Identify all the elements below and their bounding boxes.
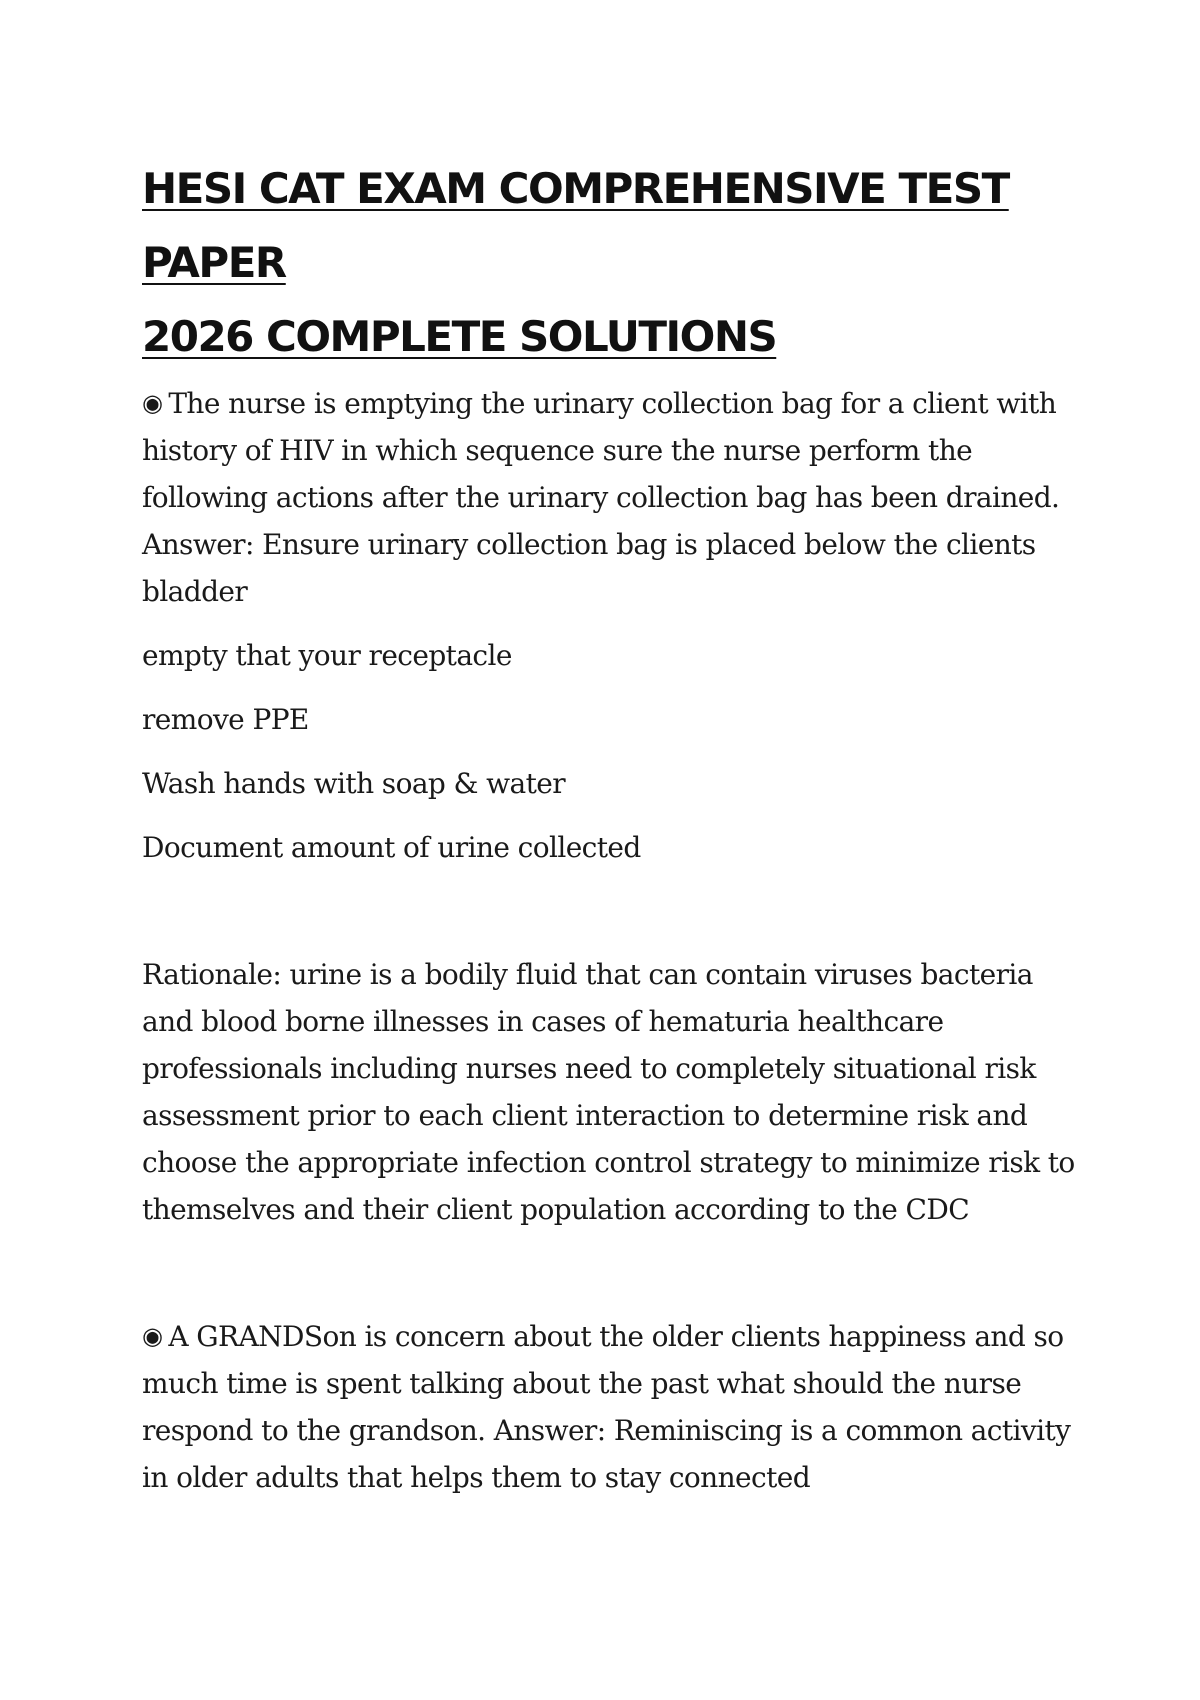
rationale-line: and blood borne illnesses in cases of hematuria healthcare <box>142 1005 944 1038</box>
question-1-line: following actions after the urinary collection bag has been drained. <box>142 481 1060 514</box>
rationale-line: professionals including nurses need to completely situational risk <box>142 1052 1036 1085</box>
question-2-answer-line: respond to the grandson. Answer: Reminiscing is a common activity <box>142 1414 1071 1447</box>
answer-step: remove PPE <box>142 703 309 736</box>
rationale-line: themselves and their client population according to the CDC <box>142 1193 970 1226</box>
answer-step: empty that your receptacle <box>142 639 512 672</box>
bullet-icon: ◉ <box>142 389 163 417</box>
question-1 <box>142 380 1082 615</box>
answer-step: Wash hands with soap & water <box>142 767 566 800</box>
bullet-icon: ◉ <box>142 1322 163 1350</box>
question-2 <box>142 1313 1082 1501</box>
question-1-line: ◉ The nurse is emptying the urinary collection bag for a client with <box>142 380 1082 427</box>
rationale-line: assessment prior to each client interaction to determine risk and <box>142 1099 1028 1132</box>
rationale-line: Rationale: urine is a bodily fluid that can contain viruses bacteria <box>142 958 1033 991</box>
document-title <box>142 152 1072 374</box>
answer-step: Document amount of urine collected <box>142 831 641 864</box>
rationale <box>142 951 1082 1233</box>
title-line-1: HESI CAT EXAM COMPREHENSIVE TEST PAPER <box>142 164 1009 287</box>
document-content <box>142 380 1082 1501</box>
question-1-answer-line: bladder <box>142 575 248 608</box>
rationale-line: choose the appropriate infection control strategy to minimize risk to <box>142 1146 1075 1179</box>
title-line-2: 2026 COMPLETE SOLUTIONS <box>142 312 777 361</box>
question-1-line: history of HIV in which sequence sure the nurse perform the <box>142 434 973 467</box>
question-2-answer-line: in older adults that helps them to stay connected <box>142 1461 811 1494</box>
question-2-line: much time is spent talking about the past what should the nurse <box>142 1367 1022 1400</box>
question-1-answer-line: Answer: Ensure urinary collection bag is placed below the clients <box>142 528 1036 561</box>
question-2-line: ◉ A GRANDSon is concern about the older clients happiness and so <box>142 1313 1082 1360</box>
